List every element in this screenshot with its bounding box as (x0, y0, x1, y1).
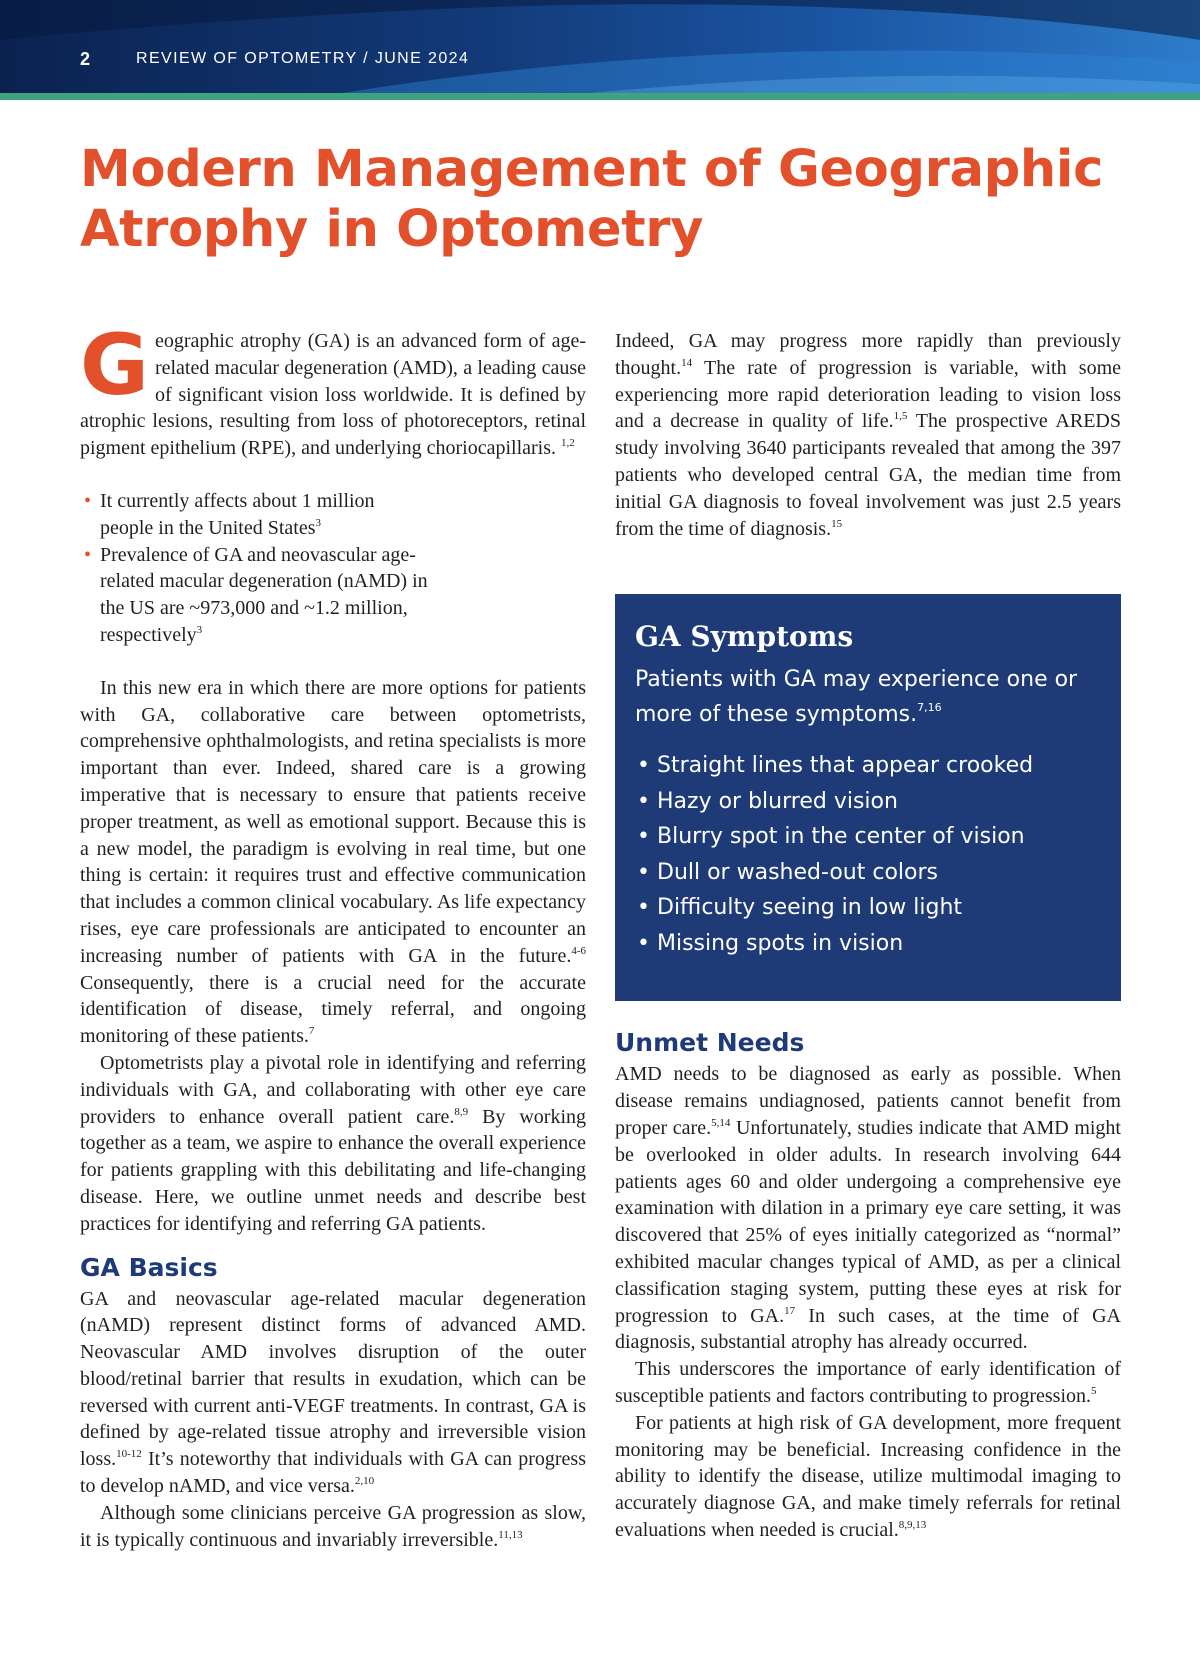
right-column (615, 328, 1121, 1544)
paragraph-new-era: In this new era in which there are more options for patients with GA, collaborative care between optometrists, comprehensive ophthalmologists, and retina specialists is more important than ever. Indeed, shared care is a growing imperative that is necessary to ensure that patients receive proper treatment, as well as emotional support. Because this is a new model, the paradigm is evolving in real time, but one thing is certain: it requires trust and effective communication that includes a common clinical vocabulary. As life expectancy rises, eye care professionals are anticipated to encounter an increasing number of patients with GA in the future.$^{4-6}$ Consequently, there is a crucial need for the accurate identification of disease, timely referral, and ongoing monitoring of these patients.$^7$ (80, 676, 586, 1048)
list-item: • Hazy or blurred vision (657, 784, 1101, 820)
symptoms-list (635, 748, 1101, 961)
list-item: • Blurry spot in the center of vision (657, 819, 1101, 855)
list-item: • Prevalence of GA and neovascular age-related macular degeneration (nAMD) in the US are ~973,000 and ~1.2 million, respectively$^3$ (100, 542, 430, 649)
left-column (80, 316, 587, 1553)
key-facts-list (80, 488, 586, 649)
paragraph-early-identification: This underscores the importance of early identification of susceptible patients and factors contributing to progression.$^5$ (615, 1358, 1121, 1407)
header-band (0, 0, 1200, 100)
intro-ref: 1,2 (561, 437, 575, 450)
publication-running-head: REVIEW OF OPTOMETRY / JUNE 2024 (136, 50, 470, 67)
list-item: • Missing spots in vision (657, 926, 1101, 962)
article-title: Modern Management of Geographic Atrophy in Optometry (80, 140, 1104, 259)
ga-symptoms-sidebar-box (615, 594, 1121, 1001)
page-number: 2 (80, 49, 91, 69)
symptoms-box-title: GA Symptoms (635, 620, 854, 654)
intro-text: eographic atrophy (GA) is an advanced form of age-related macular degeneration (AMD), a leading cause of significant vision loss worldwide. It is defined by atrophic lesions, resulting from loss of photoreceptors, retinal pigment epithelium (RPE), and underlying choriocapillaris. (80, 330, 586, 460)
paragraph-ga-basics: GA and neovascular age-related macular degeneration (nAMD) represent distinct forms of advanced AMD. Neovascular AMD involves disruption of the outer blood/retinal barrier that results in exudation, which can be reversed with current anti-VEGF treatments. In contrast, GA is defined by age-related tissue atrophy and irreversible vision loss.$^{10-12}$ It’s noteworthy that individuals with GA can progress to develop nAMD, and vice versa.$^{2,10}$ (80, 1287, 586, 1498)
list-item: • Dull or washed-out colors (657, 855, 1101, 891)
paragraph-progression-rate: Indeed, GA may progress more rapidly than previously thought.$^{14}$ The rate of progression is variable, with some experiencing more rapid deterioration leading to vision loss and a decrease in quality of life.$^{1,5}$ The prospective AREDS study involving 3640 participants revealed that among the 397 patients who developed central GA, the median time from initial GA diagnosis to foveal involvement was just 2.5 years from the time of diagnosis.$^{15}$ (615, 330, 1121, 540)
intro-paragraph (80, 316, 586, 462)
drop-cap: G (80, 316, 149, 414)
list-item: • It currently affects about 1 million people in the United States$^3$ (100, 488, 430, 542)
list-item: • Difficulty seeing in low light (657, 890, 1101, 926)
section-heading-ga-basics: GA Basics (80, 1252, 218, 1282)
paragraph-optometrists-role: Optometrists play a pivotal role in identifying and referring individuals with GA, and collaborating with other eye care providers to enhance overall patient care.$^{8,9}$ By working together as a team, we aspire to enhance the overall experience for patients grappling with this debilitating and life-changing disease. Here, we outline unmet needs and describe best practices for identifying and referring GA patients. (80, 1051, 587, 1235)
paragraph-unmet-needs: AMD needs to be diagnosed as early as possible. When disease remains undiagnosed, patients cannot benefit from proper care.$^{5,14}$ Unfortunately, studies indicate that AMD might be overlooked in older adults. In research involving 644 patients ages 60 and older undergoing a comprehensive eye examination with dilation in a primary eye care setting, it was discovered that 25% of eyes initially categorized as “normal” exhibited macular changes typical of AMD, as per a clinical classification staging system, putting these eyes at risk for progression to GA.$^{17}$ In such cases, at the time of GA diagnosis, substantial atrophy has already occurred. (615, 1063, 1122, 1354)
section-heading-unmet-needs: Unmet Needs (615, 1028, 805, 1058)
symptoms-box-lead: Patients with GA may experience one or more of these symptoms.$^{7,16}$ (635, 667, 1078, 728)
paragraph-high-risk-monitoring: For patients at high risk of GA development, more frequent monitoring may be beneficial. Increasing confidence in the ability to identify the disease, utilize multimodal imaging to accurately diagnose GA, and make timely referrals for retinal evaluations when needed is crucial.$^{8,9,13}$ (615, 1411, 1121, 1541)
paragraph-ga-progression: Although some clinicians perceive GA progression as slow, it is typically continuous and invariably irreversible.$^{11,13}$ (80, 1501, 586, 1551)
list-item: • Straight lines that appear crooked (657, 748, 1101, 784)
